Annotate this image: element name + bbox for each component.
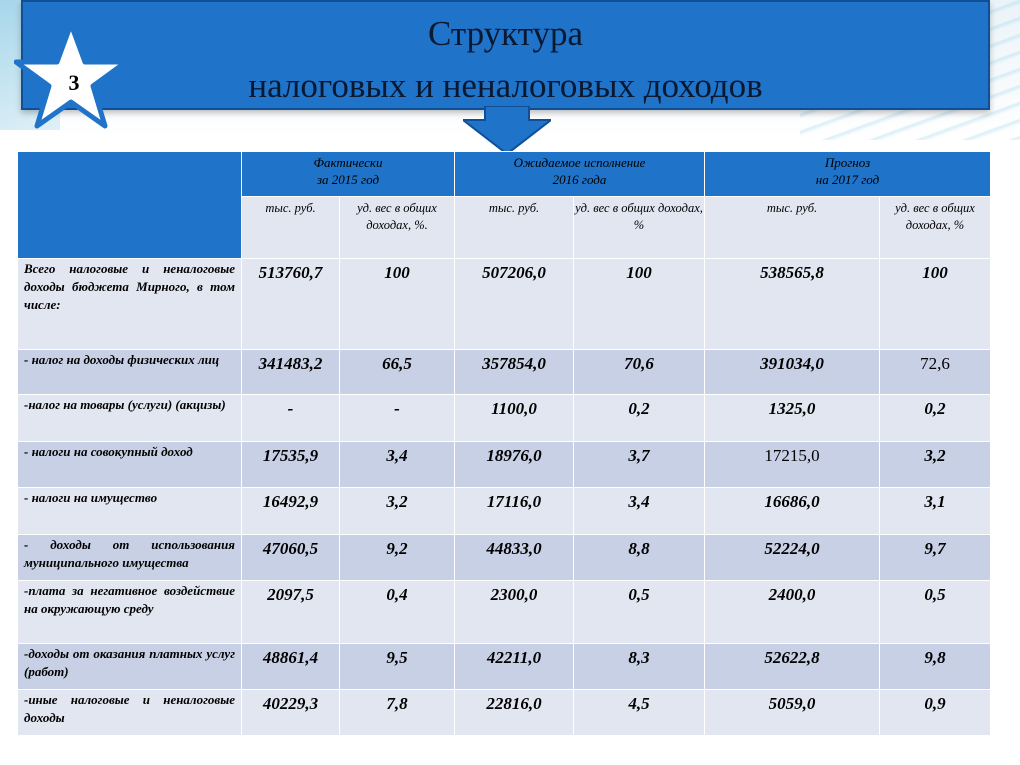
cell-value: 513760,7 [242, 259, 340, 350]
header-period-year: за 2015 год [316, 172, 380, 187]
cell-value: 9,8 [880, 644, 991, 690]
row-label: - налог на доходы физических лиц [18, 350, 242, 395]
cell-value: 341483,2 [242, 350, 340, 395]
cell-value: 100 [574, 259, 705, 350]
cell-value: 7,8 [340, 690, 455, 736]
cell-value: 3,7 [574, 442, 705, 488]
header-period-year: 2016 года [552, 172, 607, 187]
header-period-2017 [705, 152, 991, 197]
table-row [18, 581, 991, 644]
cell-value: 44833,0 [455, 535, 574, 581]
table-row [18, 488, 991, 535]
title-banner [21, 0, 990, 110]
header-period-2016 [455, 152, 705, 197]
cell-value: 0,9 [880, 690, 991, 736]
cell-value: 9,2 [340, 535, 455, 581]
cell-value: 0,4 [340, 581, 455, 644]
cell-value: 17116,0 [455, 488, 574, 535]
cell-value: 9,5 [340, 644, 455, 690]
header-blank-cell [18, 152, 242, 259]
slide-title-line1: Структура [427, 14, 584, 53]
cell-value: 2300,0 [455, 581, 574, 644]
cell-value: - [340, 395, 455, 442]
table-row [18, 442, 991, 488]
cell-value: 72,6 [880, 350, 991, 395]
cell-value: 538565,8 [705, 259, 880, 350]
cell-value: 16686,0 [705, 488, 880, 535]
arrow-down-icon [463, 106, 551, 154]
cell-value: 0,2 [574, 395, 705, 442]
row-label: - доходы от использования муниципального имущества [18, 535, 242, 581]
cell-value: 2400,0 [705, 581, 880, 644]
subheader-amount: тыс. руб. [242, 197, 340, 259]
cell-value: 357854,0 [455, 350, 574, 395]
row-label: -налог на товары (услуги) (акцизы) [18, 395, 242, 442]
table-row [18, 395, 991, 442]
cell-value: 66,5 [340, 350, 455, 395]
table-header-row [18, 152, 991, 197]
header-period-2015 [242, 152, 455, 197]
cell-value: 48861,4 [242, 644, 340, 690]
table-row [18, 259, 991, 350]
cell-value: 8,8 [574, 535, 705, 581]
cell-value: 40229,3 [242, 690, 340, 736]
row-label: - налоги на совокупный доход [18, 442, 242, 488]
cell-value: 100 [880, 259, 991, 350]
cell-value: 42211,0 [455, 644, 574, 690]
cell-value: 0,2 [880, 395, 991, 442]
table-row [18, 644, 991, 690]
cell-value: 3,2 [880, 442, 991, 488]
subheader-share: уд. вес в общих доходах, % [574, 197, 705, 259]
cell-value: - [242, 395, 340, 442]
row-label: - налоги на имущество [18, 488, 242, 535]
cell-value: 3,4 [574, 488, 705, 535]
row-label: Всего налоговые и неналоговые доходы бюджета Мирного, в том числе: [18, 259, 242, 350]
cell-value: 507206,0 [455, 259, 574, 350]
cell-value: 3,2 [340, 488, 455, 535]
table-row [18, 690, 991, 736]
cell-value: 3,1 [880, 488, 991, 535]
cell-value: 100 [340, 259, 455, 350]
cell-value: 17215,0 [705, 442, 880, 488]
cell-value: 70,6 [574, 350, 705, 395]
row-label: -иные налоговые и неналоговые доходы [18, 690, 242, 736]
cell-value: 1325,0 [705, 395, 880, 442]
cell-value: 17535,9 [242, 442, 340, 488]
row-label: -плата за негативное воздействие на окружающую среду [18, 581, 242, 644]
header-period-label: Прогноз [824, 155, 871, 170]
cell-value: 391034,0 [705, 350, 880, 395]
cell-value: 9,7 [880, 535, 991, 581]
header-period-label: Ожидаемое исполнение [513, 155, 646, 170]
subheader-share: уд. вес в общих доходах, %. [340, 197, 455, 259]
slide-number: 3 [68, 70, 80, 95]
slide-title-line2: налоговых и неналоговых доходов [248, 66, 763, 105]
header-period-year: на 2017 год [815, 172, 880, 187]
cell-value: 4,5 [574, 690, 705, 736]
row-label: -доходы от оказания платных услуг (работ) [18, 644, 242, 690]
cell-value: 22816,0 [455, 690, 574, 736]
revenue-structure-table [17, 151, 991, 736]
table-row [18, 350, 991, 395]
cell-value: 3,4 [340, 442, 455, 488]
table-row [18, 535, 991, 581]
subheader-amount: тыс. руб. [705, 197, 880, 259]
cell-value: 52224,0 [705, 535, 880, 581]
header-period-label: Фактически [313, 155, 383, 170]
cell-value: 18976,0 [455, 442, 574, 488]
cell-value: 8,3 [574, 644, 705, 690]
cell-value: 0,5 [574, 581, 705, 644]
cell-value: 47060,5 [242, 535, 340, 581]
cell-value: 5059,0 [705, 690, 880, 736]
cell-value: 2097,5 [242, 581, 340, 644]
cell-value: 0,5 [880, 581, 991, 644]
subheader-amount: тыс. руб. [455, 197, 574, 259]
subheader-share: уд. вес в общих доходах, % [880, 197, 991, 259]
cell-value: 52622,8 [705, 644, 880, 690]
cell-value: 1100,0 [455, 395, 574, 442]
cell-value: 16492,9 [242, 488, 340, 535]
